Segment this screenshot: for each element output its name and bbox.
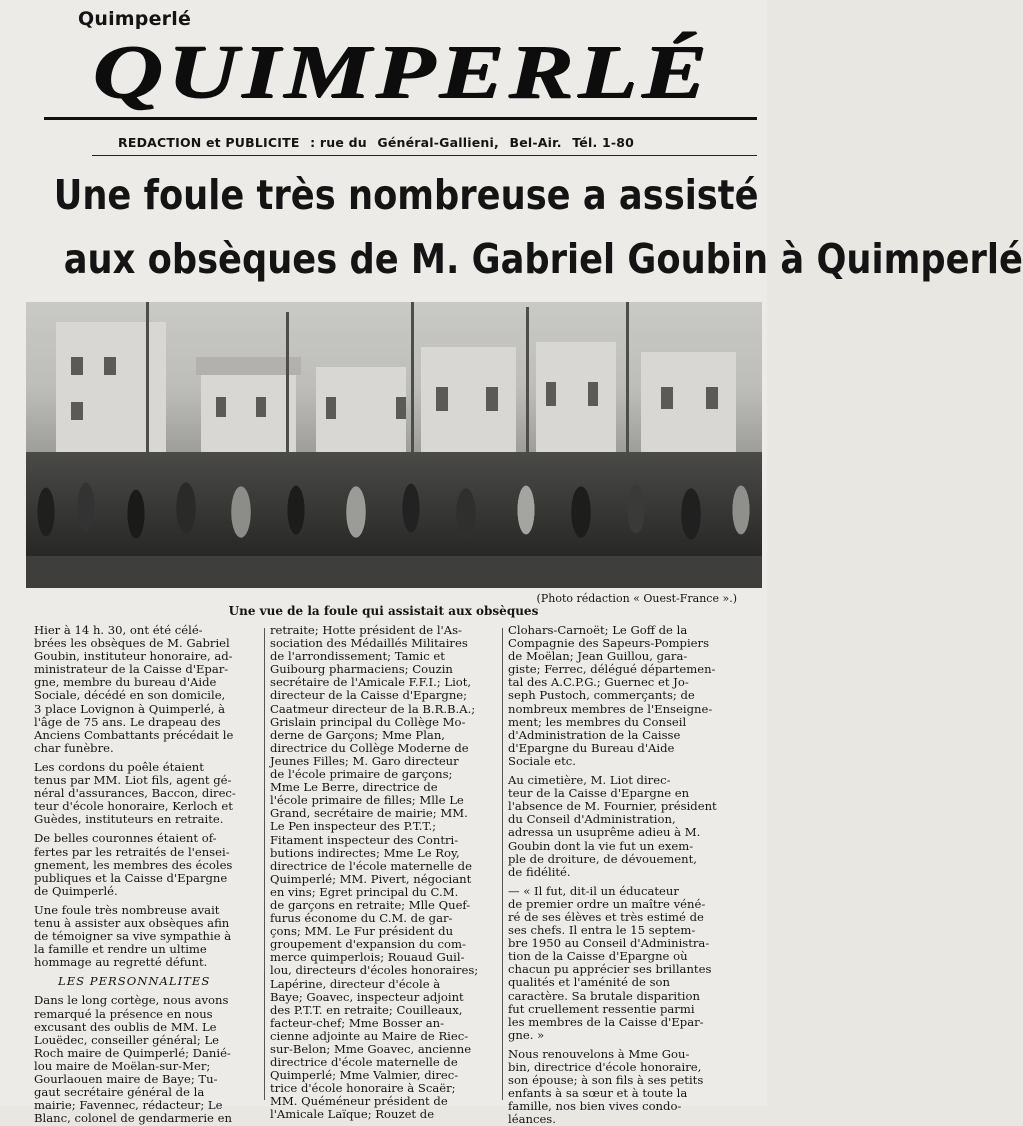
article-line: de témoigner sa vive sympathie à — [34, 929, 232, 944]
article-line: Dans le long cortège, nous avons — [34, 993, 229, 1008]
article-line: l'âge de 75 ans. Le drapeau des — [34, 714, 221, 729]
article-line: de Quimperlé. — [34, 883, 118, 898]
photo-caption: Une vue de la foule qui assistait aux obsèques — [228, 604, 539, 618]
article-line: Quimperlé; Mme Valmier, direc- — [270, 1068, 459, 1083]
article-line: d'Epargne du Bureau d'Aide — [508, 740, 675, 755]
article-line: Mme Le Berre, directrice de — [270, 780, 438, 795]
masthead-info — [118, 135, 640, 150]
article-line: Gourlaouen maire de Baye; Tu- — [34, 1072, 218, 1086]
masthead-title: QUIMPERLÉ — [92, 30, 711, 115]
article-line: fut cruellement ressentie parmi — [508, 1001, 695, 1016]
article-line: char funèbre. — [34, 740, 114, 755]
headline-line-2: aux obsèques de M. Gabriel Goubin à Quimperlé — [63, 235, 1023, 283]
article-line: Hier à 14 h. 30, ont été célé- — [34, 623, 203, 637]
article-line: Clohars-Carnoët; Le Goff de la — [508, 623, 688, 637]
masthead-info-part: Bel-Air. — [509, 135, 562, 150]
article-line: l'absence de M. Fournier, président — [508, 799, 717, 814]
article-line: Fitament inspecteur des Contri- — [270, 832, 459, 847]
article-line: Jeunes Filles; M. Garo directeur — [270, 753, 459, 768]
article-line: Guibourg pharmaciens; Couzin — [270, 662, 453, 677]
article-line: De belles couronnes étaient of- — [34, 831, 217, 846]
article-line: directrice d'école maternelle de — [270, 1055, 458, 1070]
crowd-photo — [26, 302, 762, 588]
article-line: Anciens Combattants précédait le — [34, 727, 234, 742]
article-line: directeur de la Caisse d'Epargne; — [270, 688, 468, 703]
article-line: en vins; Egret principal du C.M. — [270, 884, 459, 899]
article-line: directrice de l'école maternelle de — [270, 858, 472, 873]
article-line: Grislain principal du Collège Mo- — [270, 714, 466, 729]
article-line: brées les obsèques de M. Gabriel — [34, 636, 230, 651]
article-line: merce quimperlois; Rouaud Guil- — [270, 950, 465, 965]
article-line: butions indirectes; Mme Le Roy, — [270, 845, 460, 860]
article-line: des P.T.T. en retraite; Couilleaux, — [270, 1002, 463, 1017]
article-line: de garçons en retraite; Mlle Quef- — [270, 897, 471, 912]
article-line: gnement, les membres des écoles — [34, 857, 233, 872]
masthead-info-part: : rue du — [310, 135, 367, 150]
article-line: d'Administration de la Caisse — [508, 727, 681, 742]
article-line: bre 1950 au Conseil d'Administra- — [508, 936, 710, 951]
article-line: fertes par les retraités de l'ensei- — [34, 844, 230, 859]
article-line: excusant des oublis de MM. Le — [34, 1019, 217, 1034]
article-line: l'Amicale Laïque; Rouzet de — [270, 1107, 435, 1122]
article-line: ple de droiture, de dévouement, — [508, 851, 697, 866]
article-line: Louëdec, conseiller général; Le — [34, 1032, 220, 1047]
masthead-info-part: Tél. 1-80 — [572, 135, 635, 150]
article-line: tenu à assister aux obsèques afin — [34, 915, 230, 930]
article-line: Blanc, colonel de gendarmerie en — [34, 1111, 232, 1126]
article-line: Roch maire de Quimperlé; Danié- — [34, 1045, 231, 1060]
article-line: trice d'école honoraire à Scaër; — [270, 1081, 456, 1096]
article-line: Baye; Goavec, inspecteur adjoint — [270, 989, 464, 1004]
article-line: de l'arrondissement; Tamic et — [270, 649, 445, 664]
article-line: ministrateur de la Caisse d'Epar- — [34, 662, 229, 677]
article-line: néral d'assurances, Baccon, direc- — [34, 786, 236, 801]
article-line: Une foule très nombreuse avait — [34, 902, 220, 917]
article-line: lou maire de Moëlan-sur-Mer; — [34, 1058, 211, 1073]
article-line: Guèdes, instituteurs en retraite. — [34, 812, 224, 827]
article-line: MM. Quéméneur président de — [270, 1094, 448, 1109]
article-line: Les cordons du poêle étaient — [34, 759, 204, 774]
article-line: sur-Belon; Mme Goavec, ancienne — [270, 1042, 472, 1056]
article-line: lou, directeurs d'écoles honoraires; — [270, 963, 479, 978]
article-line: l'école primaire de filles; Mlle Le — [270, 793, 464, 808]
article-line: ses chefs. Il entra le 15 septem- — [508, 923, 696, 938]
article-line: famille, nos bien vives condo- — [508, 1099, 682, 1114]
article-line: Goubin dont la vie fut un exem- — [508, 838, 694, 853]
article-line: caractère. Sa brutale disparition — [508, 988, 700, 1003]
article-line: Quimperlé; MM. Pivert, négociant — [270, 871, 472, 886]
article-line: furus économe du C.M. de gar- — [270, 911, 453, 926]
article-line: léances. — [508, 1112, 556, 1126]
article-line: retraite; Hotte président de l'As- — [270, 623, 462, 637]
article-column-1 — [34, 624, 260, 1125]
article-line: cienne adjointe au Maire de Riec- — [270, 1028, 469, 1043]
article-line: enfants à sa sœur et à toute la — [508, 1086, 688, 1101]
article-line: gne, membre du bureau d'Aide — [34, 675, 217, 690]
article-line: de premier ordre un maître véné- — [508, 896, 706, 911]
section-name: Quimperlé — [78, 8, 192, 30]
article-line: Grand, secrétaire de mairie; MM. — [270, 806, 468, 821]
article-line: son épouse; à son fils à ses petits — [508, 1073, 704, 1088]
article-line: chacun pu apprécier ses brillantes — [508, 962, 712, 977]
article-line: facteur-chef; Mme Bosser an- — [270, 1015, 445, 1030]
article-line: de l'école primaire de garçons; — [270, 767, 453, 782]
article-column-3 — [508, 624, 764, 1126]
article-line: publiques et la Caisse d'Epargne — [34, 870, 228, 885]
article-line: Le Pen inspecteur des P.T.T.; — [270, 819, 437, 834]
article-line: 3 place Lovignon à Quimperlé, à — [34, 701, 226, 716]
article-line: remarqué la présence en nous — [34, 1006, 213, 1021]
article-line: les membres de la Caisse d'Epar- — [508, 1014, 704, 1029]
article-line: la famille et rendre un ultime — [34, 942, 207, 957]
article-line: adressa un usuprême adieu à M. — [508, 825, 701, 840]
article-line: Sociale, décédé en son domicile, — [34, 688, 226, 703]
article-line: groupement d'expansion du com- — [270, 937, 466, 952]
photo-credit: (Photo rédaction « Ouest-France ».) — [536, 592, 737, 605]
ground — [26, 556, 762, 588]
article-line: tal des A.C.P.G.; Guernec et Jo- — [508, 675, 689, 690]
article-line: directrice du Collège Moderne de — [270, 740, 469, 755]
article-line: — « Il fut, dit-il un éducateur — [508, 883, 679, 898]
article-line: de fidélité. — [508, 864, 571, 879]
article-line: Nous renouvelons à Mme Gou- — [508, 1046, 690, 1061]
article-line: tion de la Caisse d'Epargne où — [508, 949, 688, 964]
article-line: tenus par MM. Liot fils, agent gé- — [34, 773, 232, 788]
article-line: sociation des Médaillés Militaires — [270, 636, 468, 651]
article-line: gne. » — [508, 1027, 545, 1042]
article-line: secrétaire de l'Amicale F.F.I.; Liot, — [270, 675, 472, 690]
article-line: hommage au regretté défunt. — [34, 955, 208, 970]
headline-line-1: Une foule très nombreuse a assisté — [53, 171, 759, 219]
article-line: teur de la Caisse d'Epargne en — [508, 786, 690, 801]
subheading: LES PERSONNALITES — [58, 974, 211, 989]
article-line: qualités et l'aménité de son — [508, 975, 670, 990]
article-line: Compagnie des Sapeurs-Pompiers — [508, 636, 710, 651]
article-line: çons; MM. Le Fur président du — [270, 924, 454, 939]
article-line: mairie; Favennec, rédacteur; Le — [34, 1098, 223, 1113]
article-line: ment; les membres du Conseil — [508, 714, 687, 729]
article-line: ré de ses élèves et très estimé de — [508, 909, 704, 924]
article-line: gaut secrétaire général de la — [34, 1085, 205, 1100]
column-divider — [264, 628, 265, 1100]
article-line: Goubin, instituteur honoraire, ad- — [34, 649, 233, 664]
article-line: bin, directrice d'école honoraire, — [508, 1060, 702, 1074]
info-rule — [92, 155, 757, 156]
column-divider — [502, 628, 503, 1100]
article-line: du Conseil d'Administration, — [508, 812, 676, 827]
article-line: giste; Ferrec, délégué départemen- — [508, 662, 716, 677]
article-line: nombreux membres de l'Enseigne- — [508, 701, 713, 716]
masthead-info-part: Général-Gallieni, — [377, 135, 499, 150]
article-line: Au cimetière, M. Liot direc- — [508, 773, 671, 788]
masthead-info-part: REDACTION et PUBLICITE — [118, 135, 300, 150]
article-line: de Moëlan; Jean Guillou, gara- — [508, 649, 688, 664]
article-line: Caatmeur directeur de la B.R.B.A.; — [270, 701, 476, 716]
crowd-silhouettes — [26, 452, 762, 557]
article-line: teur d'école honoraire, Kerloch et — [34, 799, 233, 814]
article-line: Lapérine, directeur d'école à — [270, 976, 441, 991]
article-line: derne de Garçons; Mme Plan, — [270, 727, 445, 742]
article-column-2 — [270, 624, 498, 1122]
article-line: seph Pustoch, commerçants; de — [508, 688, 695, 703]
masthead-rule — [44, 117, 757, 120]
article-line: Sociale etc. — [508, 753, 576, 768]
